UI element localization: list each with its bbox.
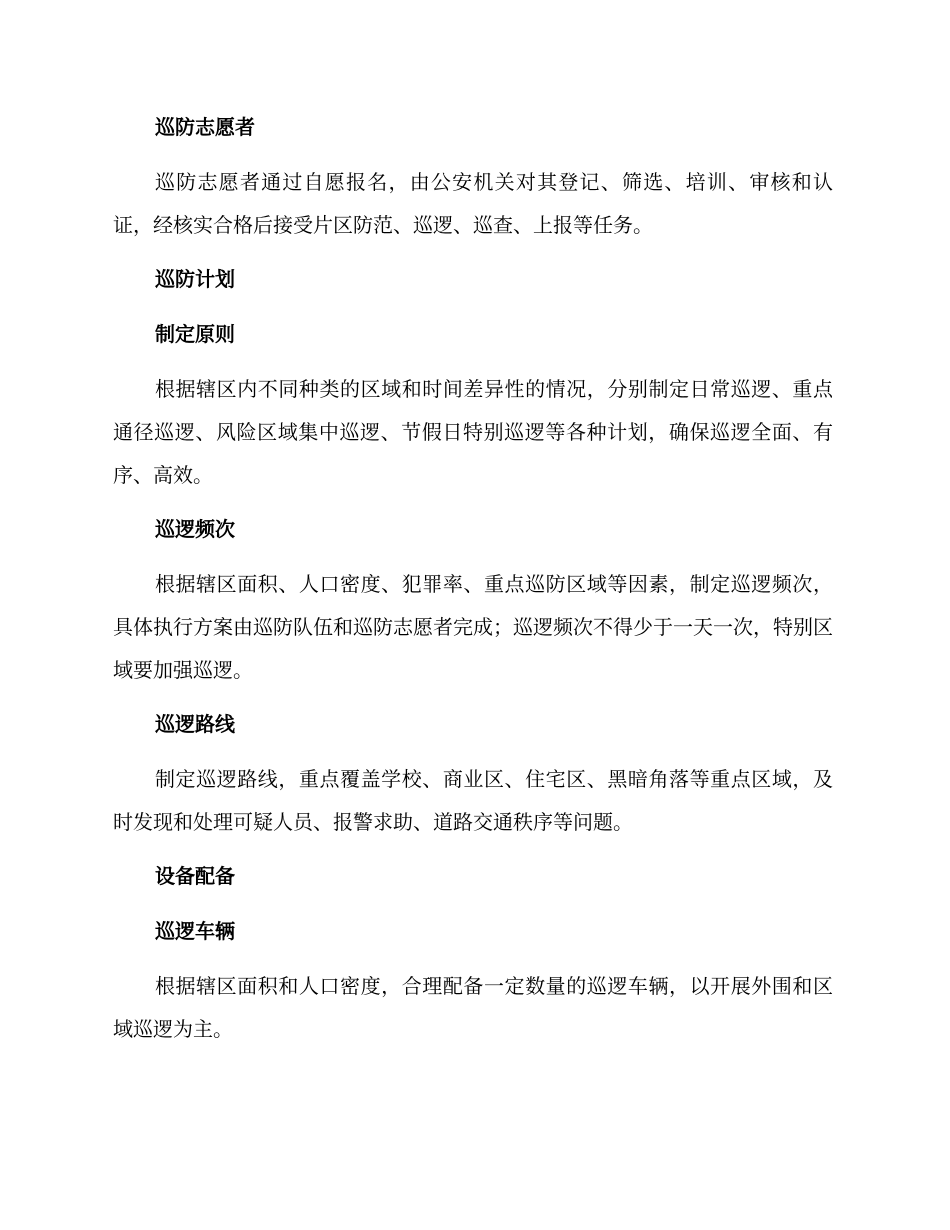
paragraph-volunteers: 巡防志愿者通过自愿报名，由公安机关对其登记、筛选、培训、审核和认证，经核实合格后接受片区防范、巡逻、巡查、上报等任务。 — [113, 170, 833, 237]
section-heading-volunteers: 巡防志愿者 — [155, 115, 255, 139]
paragraph-vehicles: 根据辖区面积和人口密度，合理配备一定数量的巡逻车辆，以开展外围和区域巡逻为主。 — [113, 974, 833, 1041]
section-heading-principles: 制定原则 — [155, 322, 235, 346]
paragraph-principles: 根据辖区内不同种类的区域和时间差异性的情况，分别制定日常巡逻、重点通径巡逻、风险区域集中巡逻、节假日特别巡逻等各种计划，确保巡逻全面、有序、高效。 — [113, 377, 833, 487]
section-heading-equipment: 设备配备 — [155, 864, 235, 888]
section-heading-frequency: 巡逻频次 — [155, 517, 235, 541]
paragraph-frequency: 根据辖区面积、人口密度、犯罪率、重点巡防区域等因素，制定巡逻频次，具体执行方案由巡防队伍和巡防志愿者完成；巡逻频次不得少于一天一次，特别区域要加强巡逻。 — [113, 572, 833, 682]
document-page — [113, 106, 833, 1051]
section-heading-routes: 巡逻路线 — [155, 712, 235, 736]
paragraph-routes: 制定巡逻路线，重点覆盖学校、商业区、住宅区、黑暗角落等重点区域，及时发现和处理可疑人员、报警求助、道路交通秩序等问题。 — [113, 767, 833, 834]
section-heading-vehicles: 巡逻车辆 — [155, 919, 235, 943]
section-heading-patrol-plan: 巡防计划 — [155, 267, 235, 291]
